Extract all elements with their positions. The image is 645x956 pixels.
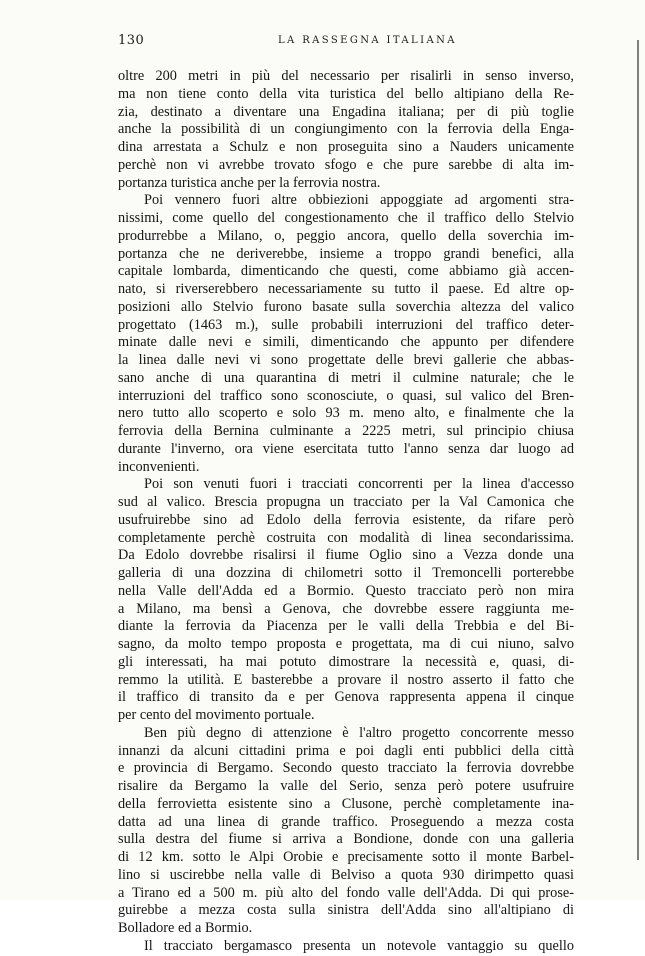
body-text: [118, 68, 574, 956]
text-line: il traffico di transito da e per Genova rappresenta appena il cinque: [118, 689, 574, 706]
text-line: Poi vennero fuori altre obbiezioni appoggiate ad argomenti stra-: [144, 192, 574, 209]
text-line: sulla destra del fiume si arriva a Bondione, donde con una galleria: [118, 831, 574, 848]
text-line: portanza turistica anche per la ferrovia nostra.: [118, 174, 381, 191]
text-line: gli interessati, ha mai potuto dimostrare la necessità e, quasi, di-: [118, 653, 574, 670]
text-line: sagno, da molto tempo proposta e progettata, ma di cui niuno, salvo: [118, 636, 574, 652]
text-line: portanza che ne deriverebbe, insieme a troppo grandi benefici, alla: [118, 245, 574, 262]
text-line: a Tirano ed a 500 m. più alto del fondo valle dell'Adda. Di qui prose-: [118, 884, 574, 901]
text-line: nella Valle dell'Adda ed a Bormio. Questo tracciato però non mira: [118, 582, 574, 599]
text-line: ferrovia della Bernina culminante a 2225 metri, sul principio chiusa: [118, 423, 574, 439]
text-line: sud al valico. Brescia propugna un tracciato per la Val Camonica che: [118, 494, 574, 510]
text-line: Il tracciato bergamasco presenta un notevole vantaggio su quello: [144, 937, 574, 954]
text-line: galleria di una dozzina di chilometri sotto il Tremoncelli porterebbe: [118, 565, 574, 581]
text-line: Da Edolo dovrebbe risalirsi il fiume Oglio sino a Vezza donde una: [118, 547, 574, 564]
text-line: e provincia di Bergamo. Secondo questo tracciato la ferrovia dovrebbe: [118, 760, 574, 777]
paragraph: [118, 938, 574, 956]
text-line: zia, destinato a diventare una Engadina italiana; per di più toglie: [118, 103, 574, 120]
text-line: completamente perchè costruita con modalità di linea secondarissima.: [118, 529, 574, 546]
text-line: sano anche di una quarantina di metri il culmine naturale; che le: [118, 369, 574, 386]
text-line: interruzioni del traffico sono sconosciute, o quasi, sul valico del Bren-: [118, 387, 574, 404]
text-line: di 12 km. sotto le Alpi Orobie e precisamente sotto il monte Barbel-: [118, 849, 574, 865]
text-line: nero tutto allo scoperto e solo 93 m. meno alto, e finalmente che la: [118, 405, 574, 422]
paragraph: [118, 68, 574, 192]
text-line: progettato (1463 m.), sulle probabili interruzioni del traffico deter-: [118, 316, 574, 333]
text-line: perchè non vi avrebbe trovato sfogo e che pure sarebbe di alta im-: [118, 156, 574, 173]
text-line: innanzi da alcuni cittadini prima e poi dagli enti pubblici della città: [118, 742, 574, 759]
paragraph: [118, 476, 574, 725]
text-line: risalire da Bergamo la valle del Serio, senza però potere usufruire: [118, 778, 574, 794]
paragraph: [118, 725, 574, 938]
text-line: minate dalle nevi e simili, dimenticando che appunto per difendere: [118, 334, 574, 351]
text-line: durante l'inverno, ora viene esercitata tutto l'anno senza dar luogo ad: [118, 440, 574, 457]
text-line: lino si uscirebbe nella valle di Belviso a quota 930 dirimpetto quasi: [118, 866, 574, 883]
text-line: datta ad una linea di grande traffico. Proseguendo a mezza costa: [118, 813, 574, 830]
text-line: anche la possibilità di un congiungimento con la ferrovia della Enga-: [118, 121, 574, 138]
text-line: Ben più degno di attenzione è l'altro progetto concorrente messo: [144, 724, 574, 741]
text-line: remmo la utilità. E basterebbe a provare il nostro asserto il fatto che: [118, 671, 574, 688]
text-line: la linea dalle nevi vi sono progettate delle brevi gallerie che abbas-: [118, 352, 574, 368]
page-header: [118, 33, 573, 49]
text-line: nissimi, come quello del congestionamento che il traffico dello Stelvio: [118, 210, 574, 226]
text-line: per cento del movimento portuale.: [118, 707, 315, 723]
text-line: ma non tiene conto della vita turistica del bello altipiano della Re-: [118, 85, 574, 102]
scan-edge-shadow: [637, 40, 639, 860]
text-line: diante la ferrovia da Piacenza per le valli della Trebbia e del Bi-: [118, 618, 574, 635]
text-line: produrrebbe a Milano, o, peggio ancora, quello della soverchia im-: [118, 227, 574, 244]
text-line: usufruirebbe sino ad Edolo della ferrovia esistente, da rifare però: [118, 511, 574, 528]
page-number: 130: [118, 33, 145, 48]
text-line: guirebbe a mezza costa sulla sinistra dell'Adda sino all'altipiano di: [118, 902, 574, 919]
text-line: a Milano, ma bensì a Genova, che dovrebbe essere raggiunta me-: [118, 600, 574, 617]
text-line: Poi son venuti fuori i tracciati concorrenti per la linea d'accesso: [144, 476, 574, 493]
text-line: della ferrovietta esistente sino a Clusone, perchè completamente ina-: [118, 795, 574, 812]
text-line: capitale lombarda, dimenticando che questi, come abbiamo già accen-: [118, 263, 574, 280]
text-line: inconvenienti.: [118, 458, 200, 475]
paragraph: [118, 192, 574, 476]
text-line: oltre 200 metri in più del necessario per risalirli in senso inverso,: [118, 68, 574, 84]
running-title: LA RASSEGNA ITALIANA: [278, 35, 457, 46]
text-line: nato, si riverserebbero necessariamente su tutto il paese. Ed altre op-: [118, 281, 574, 297]
text-line: dina arrestata a Schulz e non proseguita sino a Nauders unicamente: [118, 139, 574, 155]
text-line: Bolladore ed a Bormio.: [118, 920, 253, 936]
text-line: posizioni allo Stelvio furono basate sulla soverchia altezza del valico: [118, 298, 574, 315]
